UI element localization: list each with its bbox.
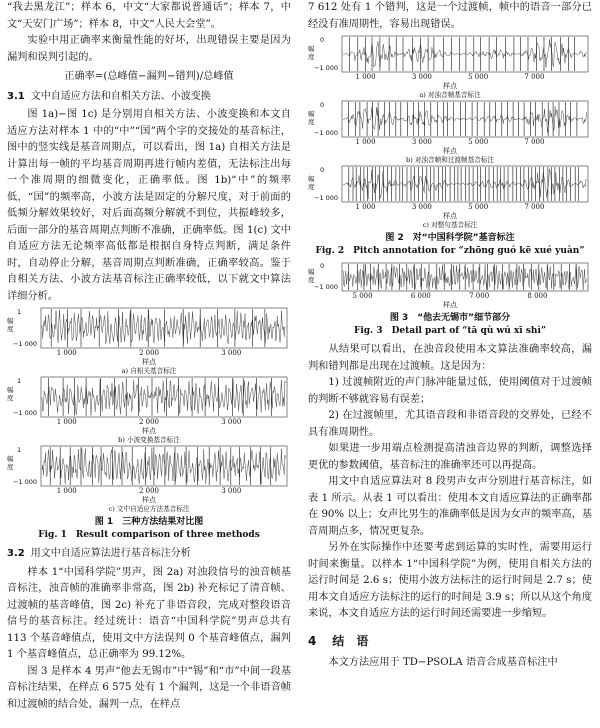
- y-axis-label: 幅度: [308, 110, 315, 126]
- fig2-panel-b: [308, 100, 592, 165]
- x-axis-label: 样点: [142, 358, 156, 366]
- y-axis-label: 幅度: [7, 455, 14, 471]
- signal-waveform: [42, 448, 286, 484]
- waveform: [308, 165, 592, 203]
- panel-caption: c) 文中自适应方法基音标注: [108, 505, 190, 513]
- x-tick: 1 000: [56, 487, 77, 495]
- section-number: 3.1: [7, 90, 25, 102]
- signal-waveform: [42, 379, 286, 415]
- panel-caption: a) 自相关基音标注: [121, 367, 177, 375]
- panel-caption: c) 对整句基音标注: [422, 221, 478, 229]
- x-tick: 3 000: [411, 203, 432, 211]
- fig2-panel-a: [308, 35, 592, 100]
- figure-3-caption-en: Fig. 3 Detail part of “tā qù wú xī shì”: [353, 326, 547, 336]
- section-3-2-heading: [7, 546, 291, 563]
- y-tick-top: 0: [320, 36, 325, 44]
- waveform: [308, 35, 592, 73]
- section-3-1-heading: [7, 89, 291, 106]
- y-tick-top: 1: [17, 308, 22, 316]
- x-tick: 7 000: [524, 73, 545, 81]
- section-number: 4: [308, 633, 317, 648]
- paragraph-fig3-analysis: 图 3 是样本 4 男声“他去无锡市”中“锡”和“市”中间一段基音标注结果，在样点 6 575 处有 1 个漏判，这是一个非语音帧和过渡帧的结合处，漏判一点，在样点: [7, 665, 291, 710]
- x-tick: 5 000: [468, 138, 489, 146]
- y-tick-bottom: −1 000: [314, 283, 339, 291]
- paragraph-table1: 用文中自适应算法对 8 段男声女声分别进行基音标注，如表 1 所示。从表 1 可以看出：使用本文自适应算法的正确率都在 90% 以上；女声比男生的准确率低是因为女声的频率高，基音周期点多，情况更复杂。: [308, 476, 592, 537]
- x-tick: 1 000: [355, 203, 376, 211]
- y-axis-label: 幅度: [308, 268, 315, 284]
- y-tick-top: 0: [320, 262, 325, 270]
- x-tick: 8 000: [527, 292, 548, 300]
- waveform-plot: [308, 100, 592, 138]
- waveform: [7, 445, 291, 487]
- x-tick: 1 000: [56, 418, 77, 426]
- figure-1: [7, 307, 291, 542]
- section-title: 结 语: [332, 633, 369, 648]
- y-tick-top: 0: [320, 101, 325, 109]
- left-column: [7, 0, 291, 713]
- y-axis-label: 幅度: [7, 317, 14, 333]
- x-axis-label: 样点: [443, 82, 457, 90]
- section-title: 用文中自适应算法进行基音标注分析: [30, 548, 191, 559]
- x-tick: 7 000: [469, 292, 490, 300]
- x-tick-row: [308, 138, 592, 147]
- paragraph-results: 从结果可以看出，在浊音段使用本文算法准确率较高，漏判和错判都是出现在过渡帧。这是因为：: [308, 344, 592, 372]
- y-tick-bottom: −1 000: [314, 194, 339, 202]
- x-tick: 3 000: [411, 138, 432, 146]
- y-tick-top: 0: [320, 166, 325, 174]
- y-tick-bottom: −1 000: [13, 478, 38, 486]
- x-tick: 5 000: [468, 203, 489, 211]
- x-axis-label: 样点: [142, 496, 156, 504]
- figure-3: [308, 262, 592, 338]
- panel-caption: b) 对浊音帧和过渡帧基音标注: [405, 156, 494, 164]
- x-tick: 1 000: [355, 73, 376, 81]
- paragraph-reason-1: 1) 过渡帧附近的声门脉冲能量过低，使用阈值对于过渡帧的判断不够就容易有误差；: [308, 377, 592, 405]
- panel-caption: b) 小波变换基音标注: [118, 436, 180, 444]
- y-axis-label: 幅度: [308, 45, 315, 61]
- plot-frame: [41, 308, 287, 348]
- waveform: [308, 262, 592, 292]
- x-tick: 3 000: [221, 349, 242, 357]
- paragraph-method-comparison: 图 1a)−图 1c) 是分别用自相关方法、小波变换和本文自适应方法对样本 1 中的“中”“国”两个字的交接处的基音标注，图中的竖实线是基音周期点，可以看出，图 1a) 自相关方法是计算出每一帧的平均基音周期再进行帧内差值，无法标注出每一个准周期的细微变化，正确率低。图 1b)“中”的频率低，“国”的频率高，小波方法是固定的分解尺度，对于前面的低频分解效果较好，对后面高频分解就不到位，共振峰较多，后面一部分的基音周期点判断不准确，正确率低。图 1(c) 文中自适应方法无论频率高低都是根据自身特点判断，满足条件时，自动停止分解，基音周期点判断准确，正确率较高。鉴于自相关方法、小波方法基音标注正确率较低，以下就文中算法详细分析。: [7, 109, 291, 302]
- x-tick: 2 000: [138, 487, 160, 495]
- waveform-plot: [7, 307, 291, 349]
- signal-waveform: [343, 39, 587, 67]
- y-tick-bottom: −1 000: [13, 409, 38, 417]
- section-number: 3.2: [7, 548, 25, 559]
- figure-1-caption-en: Fig. 1 Result comparison of three methods: [38, 530, 260, 540]
- y-axis-label: 幅度: [7, 386, 14, 402]
- y-axis-label: 幅度: [308, 175, 315, 191]
- fig1-panel-b: [7, 376, 291, 445]
- paragraph-samples: “我去黑龙江”；样本 6，中文“大家都说普通话”；样本 7，中文“天安门广场”；样本 8，中文“人民大会堂”。: [7, 2, 291, 30]
- figure-2-caption-cn: 图 2 对“中国科学院”基音标注: [385, 233, 515, 243]
- section-4-heading: [308, 633, 592, 650]
- waveform-plot: [308, 165, 592, 203]
- paragraph-improvement: 如果进一步用端点检测提高清浊音边界的判断，调整选择更优的参数阈值，基音标注的准确率还可以再提高。: [308, 443, 592, 471]
- waveform-plot: [7, 445, 291, 487]
- figure-2-caption-en: Fig. 2 Pitch annotation for “zhōng guó kē xué yuàn”: [315, 246, 585, 256]
- right-column: [308, 0, 592, 672]
- accuracy-formula: 正确率=(总峰值−漏判−错判)/总峰值: [64, 71, 234, 82]
- x-tick: 7 000: [524, 203, 545, 211]
- x-tick: 1 000: [355, 138, 376, 146]
- signal-waveform: [42, 310, 286, 344]
- figure-1-caption-cn: 图 1 三种方法结果对比图: [94, 517, 204, 527]
- x-tick: 2 000: [138, 349, 160, 357]
- x-tick-row: [7, 349, 291, 358]
- y-tick-bottom: −1 000: [13, 340, 38, 348]
- panel-caption: a) 对浊音帧基音标注: [419, 91, 481, 99]
- x-tick: 1 000: [56, 349, 77, 357]
- paragraph-reason-2: 2) 在过渡帧里，尤其语音段和非语音段的交界处，已经不具有准周期性。: [308, 410, 592, 438]
- waveform-plot: [7, 376, 291, 418]
- paragraph-continuation: 7 612 处有 1 个错判，这是一个过渡帧，帧中的语音一部分已经没有准周期性，容易出现错误。: [308, 2, 592, 30]
- waveform-plot: [308, 262, 592, 292]
- waveform-plot: [308, 35, 592, 73]
- x-axis-label: 样点: [443, 212, 457, 220]
- fig2-panel-c: [308, 165, 592, 230]
- x-tick-row: [308, 73, 592, 82]
- x-tick: 3 000: [221, 418, 242, 426]
- x-axis-label: 样点: [142, 427, 156, 435]
- fig1-panel-c: [7, 445, 291, 514]
- x-axis-label: 样点: [443, 147, 457, 155]
- paragraph-sample1-analysis: 样本 1“中国科学院”男声，图 2a) 对浊段信号的浊音帧基音标注，浊音帧的准确率非常高，图 2b) 补充标记了清音帧、过渡帧的基音峰值，图 2c) 补充了非语音段，完成对整段语音信号的基音标注。经过统计：语音“中国科学院”男声总共有 113 个基音峰值点，使用文中方法误判 0 个基音峰值点，漏判 1 个基音峰值点，总正确率为 99.12%。: [7, 566, 291, 660]
- x-tick-row: [308, 292, 592, 301]
- x-tick-row: [7, 487, 291, 496]
- section-title: 文中自适应方法和自相关方法、小波变换: [30, 90, 211, 102]
- x-tick-row: [7, 418, 291, 427]
- waveform: [7, 376, 291, 418]
- figure-2: [308, 35, 592, 258]
- x-tick: 5 000: [352, 292, 373, 300]
- x-tick: 3 000: [411, 73, 432, 81]
- paragraph-accuracy-intro: 实验中用正确率来衡量性能的好坏，出现错误主要是因为漏判和误判引起的。: [7, 35, 291, 63]
- y-tick-bottom: −1 000: [314, 129, 339, 137]
- paragraph-conclusion: 本文方法应用于 TD−PSOLA 语音合成基音标注中: [328, 657, 558, 668]
- waveform: [308, 100, 592, 138]
- x-tick: 5 000: [468, 73, 489, 81]
- y-tick-bottom: −1 000: [314, 64, 339, 72]
- y-tick-top: 1: [17, 377, 22, 385]
- paragraph-runtime: 另外在实际操作中还要考虑到运算的实时性，需要用运行时间来衡量。以样本 1“中国科学院”为例，使用自相关方法的运行时间是 2.6 s；使用小波方法标注的运行时间是 2.7 s；使用本文自适应方法标注的运行的时间是 3.9 s；所以从这个角度来说，本文自适应方法的运行时间还需要进一步缩短。: [308, 542, 592, 619]
- x-axis-label: 样点: [443, 301, 457, 309]
- figure-3-caption-cn: 图 3 “他去无锡市”细节部分: [389, 313, 511, 323]
- x-tick: 2 000: [138, 418, 160, 426]
- waveform: [7, 307, 291, 349]
- signal-waveform: [343, 264, 587, 290]
- x-tick: 3 000: [221, 487, 242, 495]
- y-tick-top: 1: [17, 446, 22, 454]
- signal-waveform: [343, 107, 587, 133]
- x-tick: 7 000: [524, 138, 545, 146]
- x-tick-row: [308, 203, 592, 212]
- fig1-panel-a: [7, 307, 291, 376]
- x-tick: 6 000: [410, 292, 431, 300]
